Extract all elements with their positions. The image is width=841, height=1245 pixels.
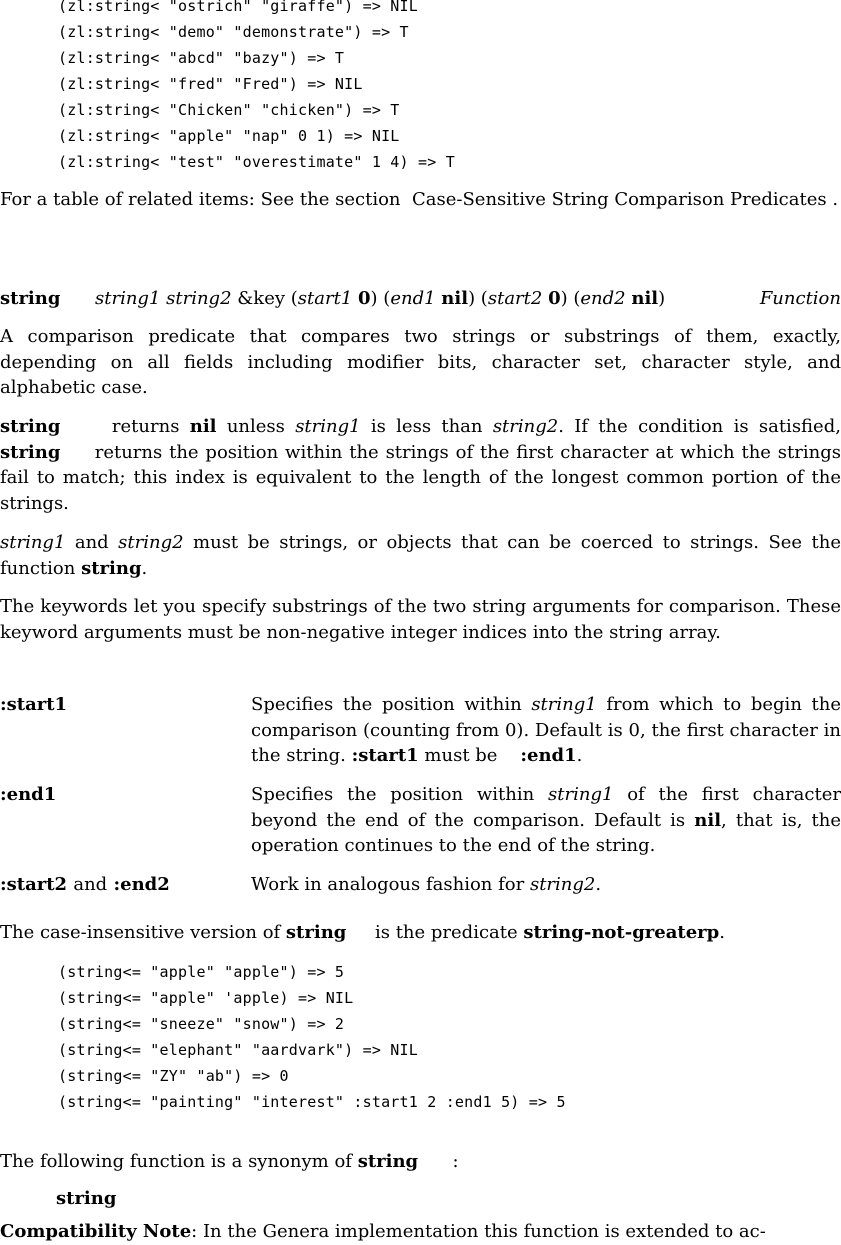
code-line: (zl:string< "test" "overestimate" 1 4) => T	[58, 153, 455, 171]
code-line: (zl:string< "demo" "demonstrate") => T	[58, 23, 409, 41]
case-insensitive-paragraph: The case-insensitive version of string is the predicate string-not-greaterp.	[0, 922, 725, 943]
function-arguments: string1 string2 &key (start1 0) (end1 nil) (start2 0) (end2 nil)	[95, 288, 666, 309]
keyword-start1-description: Specifies the position within string1 from which to begin the comparison (counting from 0). Default is 0, the first character in the string. :start1 must be :end1.	[251, 694, 841, 766]
code-line: (string<= "painting" "interest" :start1 2 :end1 5) => 5	[58, 1093, 566, 1111]
keyword-end1: :end1	[0, 784, 57, 805]
related-section-link[interactable]: Case-Sensitive String Comparison Predicates	[411, 189, 827, 210]
code-line: (string<= "ZY" "ab") => 0	[58, 1067, 289, 1085]
related-items-paragraph: For a table of related items: See the section Case-Sensitive String Comparison Predicates .	[0, 189, 839, 210]
synonym-item: string	[56, 1188, 117, 1209]
keyword-start2-end2: :start2 and :end2	[0, 874, 170, 895]
function-name: string	[0, 288, 61, 309]
code-line: (zl:string< "Chicken" "chicken") => T	[58, 101, 400, 119]
function-kind: Function	[759, 288, 841, 309]
arguments-paragraph: string1 and string2 must be strings, or objects that can be coerced to strings. See the function string.	[0, 532, 841, 579]
code-line: (zl:string< "apple" "nap" 0 1) => NIL	[58, 127, 400, 145]
synonym-paragraph: The following function is a synonym of string :	[0, 1151, 459, 1172]
keywords-paragraph: The keywords let you specify substrings of the two string arguments for comparison. These keyword arguments must be non-negative integer indices into the string array.	[0, 596, 841, 643]
code-line: (string<= "sneeze" "snow") => 2	[58, 1015, 345, 1033]
keyword-start2-end2-description: Work in analogous fashion for string2.	[251, 874, 602, 895]
code-line: (zl:string< "abcd" "bazy") => T	[58, 49, 345, 67]
code-line: (string<= "apple" 'apple) => NIL	[58, 989, 354, 1007]
code-line: (zl:string< "fred" "Fred") => NIL	[58, 75, 363, 93]
compatibility-note: Compatibility Note: In the Genera implementation this function is extended to ac-	[0, 1221, 766, 1242]
code-line: (string<= "apple" "apple") => 5	[58, 963, 345, 981]
description-paragraph: A comparison predicate that compares two strings or substrings of them, exactly, depending on all fields including modifier bits, character set, character style, and alphabetic case.	[0, 326, 841, 398]
code-line: (zl:string< "ostrich" "giraffe") => NIL	[58, 0, 418, 15]
keyword-end1-description: Specifies the position within string1 of the first character beyond the end of the comparison. Default is nil, that is, the operation continues to the end of the string.	[251, 784, 841, 856]
keyword-start1: :start1	[0, 694, 68, 715]
code-line: (string<= "elephant" "aardvark") => NIL	[58, 1041, 418, 1059]
return-value-paragraph: string returns nil unless string1 is less than string2. If the condition is satisfied, string returns the position within the strings of the first character at which the strings fail to match; this index is equivalent to the length of the longest common portion of the strings.	[0, 416, 841, 514]
